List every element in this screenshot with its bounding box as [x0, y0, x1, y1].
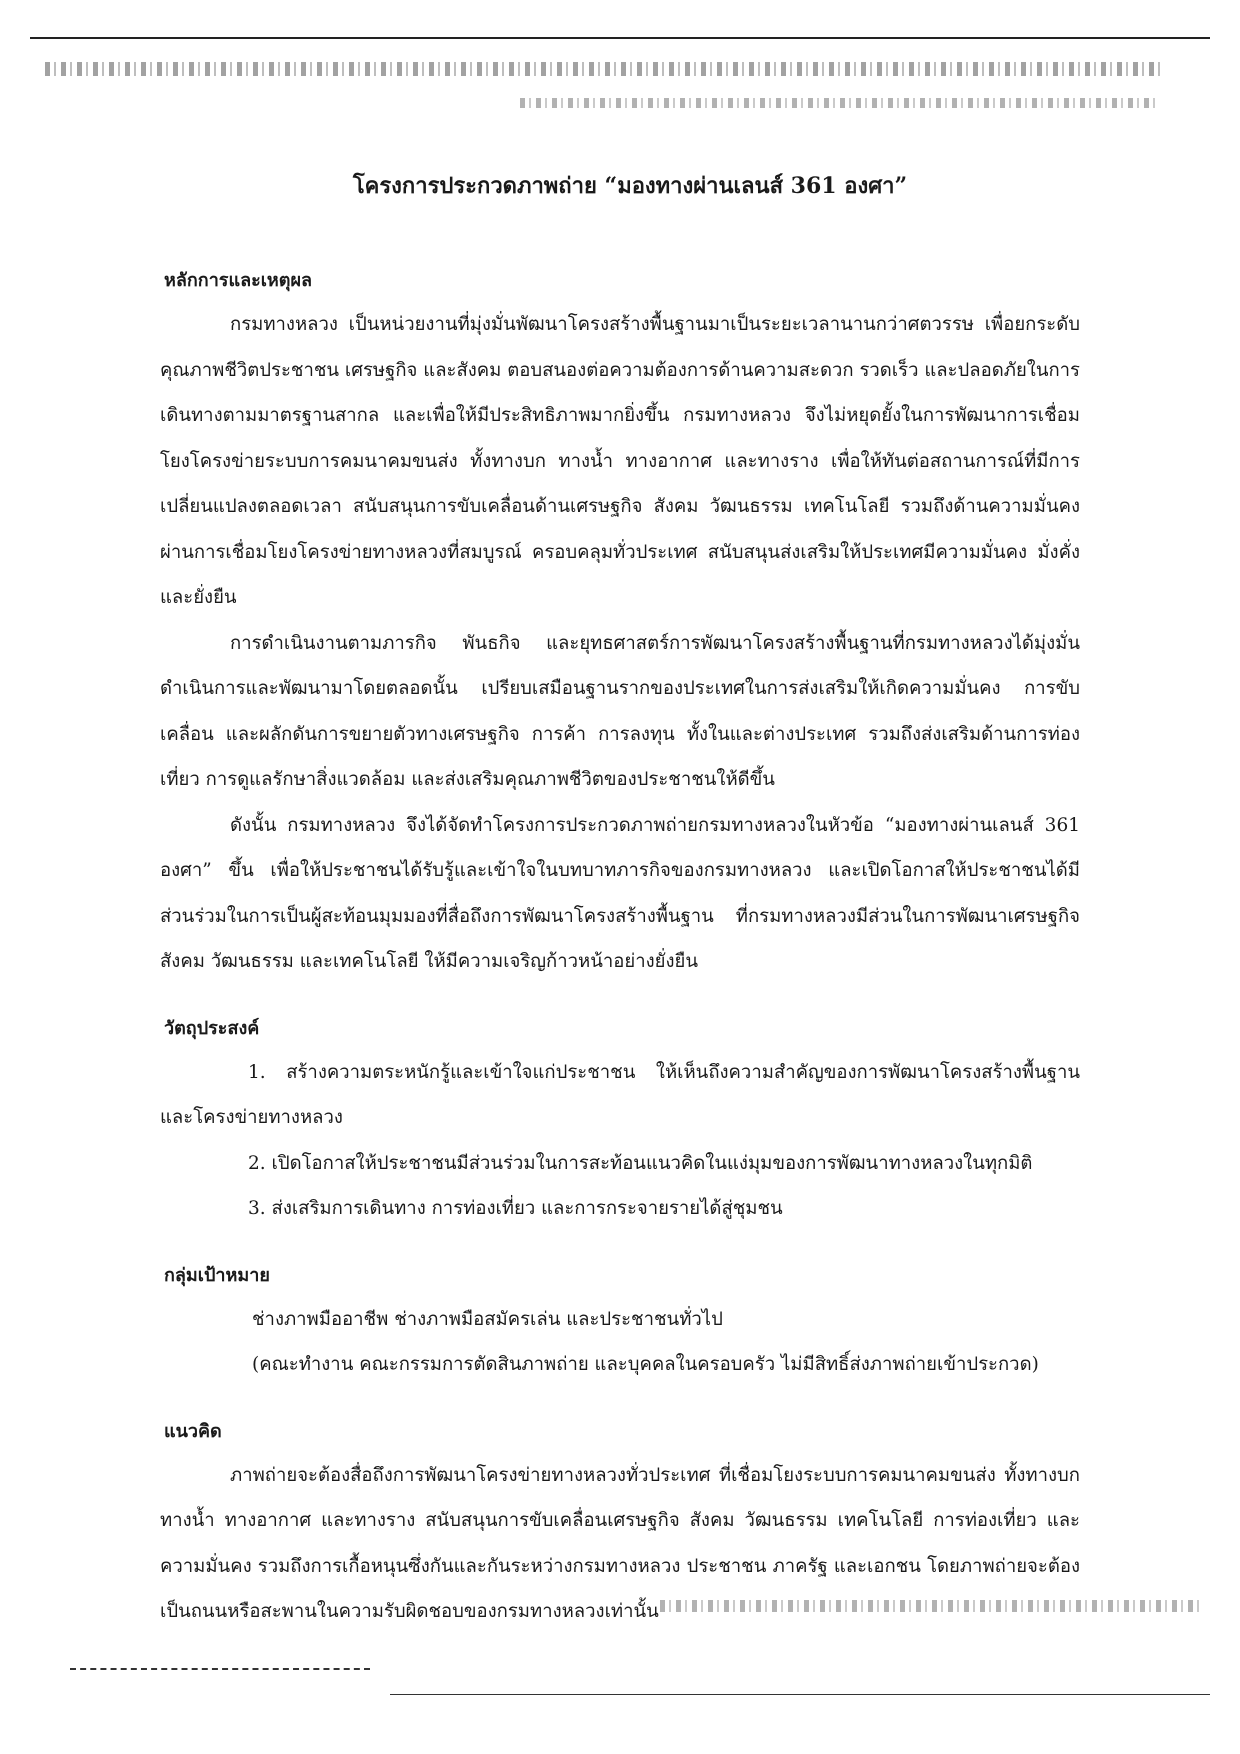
section-heading: หลักการและเหตุผล	[164, 270, 313, 291]
scan-artifact	[45, 62, 1165, 76]
list-item: 3. ส่งเสริมการเดินทาง การท่องเที่ยว และการกระจายรายได้สู่ชุมชน	[248, 1198, 783, 1219]
footer-rule	[390, 1694, 1210, 1695]
document-title: โครงการประกวดภาพถ่าย “มองทางผ่านเลนส์ 361 องศา”	[352, 173, 908, 199]
section-objectives	[160, 1013, 1080, 1232]
scan-artifact	[520, 98, 1160, 108]
section-heading: วัตถุประสงค์	[164, 1017, 260, 1039]
section-heading: กลุ่มเป้าหมาย	[164, 1264, 270, 1286]
section-target-group	[160, 1260, 1080, 1388]
section-rationale	[160, 265, 1080, 985]
scan-artifact	[660, 1600, 1200, 1612]
section-heading: แนวคิด	[164, 1420, 222, 1442]
header-rule	[30, 37, 1210, 39]
list-item: 1. สร้างความตระหนักรู้และเข้าใจแก่ประชาชน ให้เห็นถึงความสำคัญของการพัฒนาโครงสร้างพื้นฐานและโครงข่ายทางหลวง	[160, 1061, 1080, 1128]
paragraph: ภาพถ่ายจะต้องสื่อถึงการพัฒนาโครงข่ายทางหลวงทั่วประเทศ ที่เชื่อมโยงระบบการคมนาคมขนส่ง ทั้งทางบก ทางน้ำ ทางอากาศ และทางราง สนับสนุนการขับเคลื่อนเศรษฐกิจ สังคม วัฒนธรรม เทคโนโลยี การท่องเที่ยว และความมั่นคง รวมถึงการเกื้อหนุนซึ่งกันและกันระหว่างกรมทางหลวง ประชาชน ภาครัฐ และเอกชน โดยภาพถ่ายจะต้องเป็นถนนหรือสะพานในความรับผิดชอบของกรมทางหลวงเท่านั้น	[160, 1464, 1080, 1622]
footer-rule	[70, 1668, 370, 1670]
target-line: ช่างภาพมืออาชีพ ช่างภาพมือสมัครเล่น และประชาชนทั่วไป	[252, 1308, 723, 1330]
paragraph: การดำเนินงานตามภารกิจ พันธกิจ และยุทธศาสตร์การพัฒนาโครงสร้างพื้นฐานที่กรมทางหลวงได้มุ่งมั่นดำเนินการและพัฒนามาโดยตลอดนั้น เปรียบเสมือนฐานรากของประเทศในการส่งเสริมให้เกิดความมั่นคง การขับเคลื่อน และผลักดันการขยายตัวทางเศรษฐกิจ การค้า การลงทุน ทั้งในและต่างประเทศ รวมถึงส่งเสริมด้านการท่องเที่ยว การดูแลรักษาสิ่งแวดล้อม และส่งเสริมคุณภาพชีวิตของประชาชนให้ดีขึ้น	[160, 632, 1080, 790]
list-item: 2. เปิดโอกาสให้ประชาชนมีส่วนร่วมในการสะท้อนแนวคิดในแง่มุมของการพัฒนาทางหลวงในทุกมิติ	[248, 1152, 1033, 1174]
document-body	[160, 168, 1080, 1663]
paragraph: ดังนั้น กรมทางหลวง จึงได้จัดทำโครงการประกวดภาพถ่ายกรมทางหลวงในหัวข้อ “มองทางผ่านเลนส์ 361 องศา” ขึ้น เพื่อให้ประชาชนได้รับรู้และเข้าใจในบทบาทภารกิจของกรมทางหลวง และเปิดโอกาสให้ประชาชนได้มีส่วนร่วมในการเป็นผู้สะท้อนมุมมองที่สื่อถึงการพัฒนาโครงสร้างพื้นฐาน ที่กรมทางหลวงมีส่วนในการพัฒนาเศรษฐกิจ สังคม วัฒนธรรม และเทคโนโลยี ให้มีความเจริญก้าวหน้าอย่างยั่งยืน	[160, 814, 1080, 972]
target-note: (คณะทำงาน คณะกรรมการตัดสินภาพถ่าย และบุคคลในครอบครัว ไม่มีสิทธิ์ส่งภาพถ่ายเข้าประกวด)	[252, 1354, 1039, 1375]
paragraph: กรมทางหลวง เป็นหน่วยงานที่มุ่งมั่นพัฒนาโครงสร้างพื้นฐานมาเป็นระยะเวลานานกว่าศตวรรษ เพื่อยกระดับคุณภาพชีวิตประชาชน เศรษฐกิจ และสังคม ตอบสนองต่อความต้องการด้านความสะดวก รวดเร็ว และปลอดภัยในการเดินทางตามมาตรฐานสากล และเพื่อให้มีประสิทธิภาพมากยิ่งขึ้น กรมทางหลวง จึงไม่หยุดยั้งในการพัฒนาการเชื่อมโยงโครงข่ายระบบการคมนาคมขนส่ง ทั้งทางบก ทางน้ำ ทางอากาศ และทางราง เพื่อให้ทันต่อสถานการณ์ที่มีการเปลี่ยนแปลงตลอดเวลา สนับสนุนการขับเคลื่อนด้านเศรษฐกิจ สังคม วัฒนธรรม เทคโนโลยี รวมถึงด้านความมั่นคง ผ่านการเชื่อมโยงโครงข่ายทางหลวงที่สมบูรณ์ ครอบคลุมทั่วประเทศ สนับสนุนส่งเสริมให้ประเทศมีความมั่นคง มั่งคั่ง และยั่งยืน	[160, 314, 1080, 608]
